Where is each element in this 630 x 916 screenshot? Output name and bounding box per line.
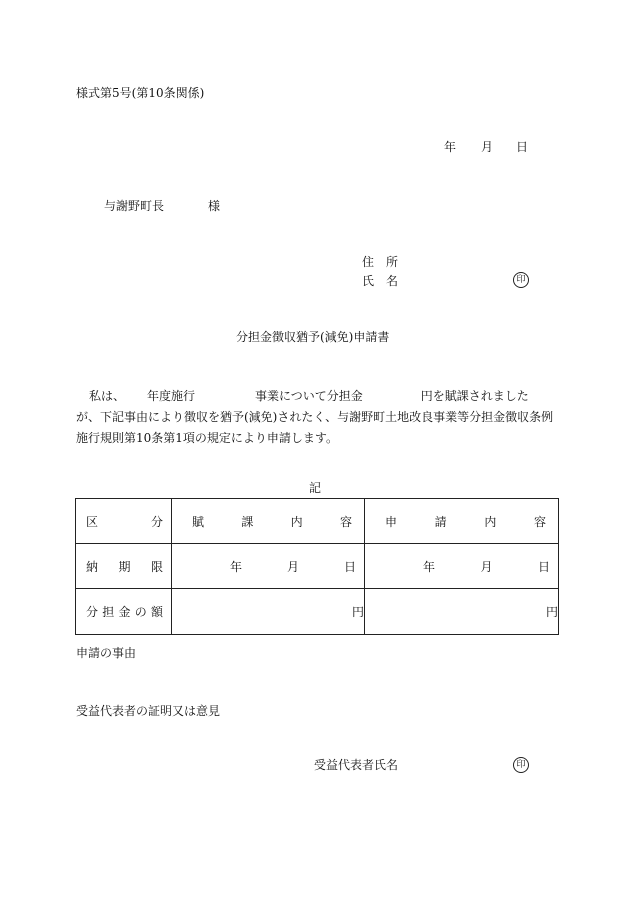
due-date-row bbox=[76, 544, 559, 589]
date-day: 日 bbox=[516, 140, 529, 154]
amount-label: 分 担 金 の 額 bbox=[76, 589, 172, 635]
due-date-label: 納 期 限 bbox=[76, 544, 172, 589]
detail-table bbox=[75, 498, 559, 635]
body-text bbox=[76, 386, 558, 449]
addressee-name: 与謝野町長 bbox=[104, 199, 165, 213]
due-date-assessed[interactable]: 年 月 日 bbox=[172, 544, 365, 589]
amount-assessed[interactable]: 円 bbox=[172, 589, 365, 635]
body-part-2: 年度施行 bbox=[147, 389, 196, 403]
date-month: 月 bbox=[481, 140, 494, 154]
address-label-2: 所 bbox=[386, 255, 399, 269]
table-header-row bbox=[76, 499, 559, 544]
body-line-3: 施行規則第10条第1項の規定により申請します。 bbox=[76, 431, 338, 445]
name-label-1: 氏 bbox=[362, 274, 375, 288]
reason-label: 申請の事由 bbox=[76, 646, 137, 660]
header-application: 申 請 内 容 bbox=[365, 499, 559, 544]
amount-row bbox=[76, 589, 559, 635]
ki-heading: 記 bbox=[309, 481, 322, 495]
header-category: 区 分 bbox=[76, 499, 172, 544]
name-label-2: 名 bbox=[386, 274, 399, 288]
representative-seal-icon: 印 bbox=[513, 757, 529, 773]
document-title: 分担金徴収猶予(減免)申請書 bbox=[236, 330, 390, 344]
date-year: 年 bbox=[444, 140, 457, 154]
body-line-2: が、下記事由により徴収を猶予(減免)されたく、与謝野町土地改良事業等分担金徴収条例 bbox=[76, 410, 554, 424]
body-line-1 bbox=[76, 386, 558, 407]
form-number: 様式第5号(第10条関係) bbox=[76, 86, 205, 100]
amount-requested[interactable]: 円 bbox=[365, 589, 559, 635]
header-assessment: 賦 課 内 容 bbox=[172, 499, 365, 544]
body-part-4: 円を賦課されました bbox=[420, 389, 529, 403]
addressee-honorific: 様 bbox=[208, 199, 221, 213]
body-part-1: 私は、 bbox=[89, 389, 126, 403]
applicant-seal-icon: 印 bbox=[513, 272, 529, 288]
address-label-1: 住 bbox=[362, 255, 375, 269]
body-part-3: 事業について分担金 bbox=[255, 389, 363, 403]
representative-name-label: 受益代表者氏名 bbox=[314, 758, 399, 772]
due-date-requested[interactable]: 年 月 日 bbox=[365, 544, 559, 589]
proof-label: 受益代表者の証明又は意見 bbox=[76, 704, 221, 718]
